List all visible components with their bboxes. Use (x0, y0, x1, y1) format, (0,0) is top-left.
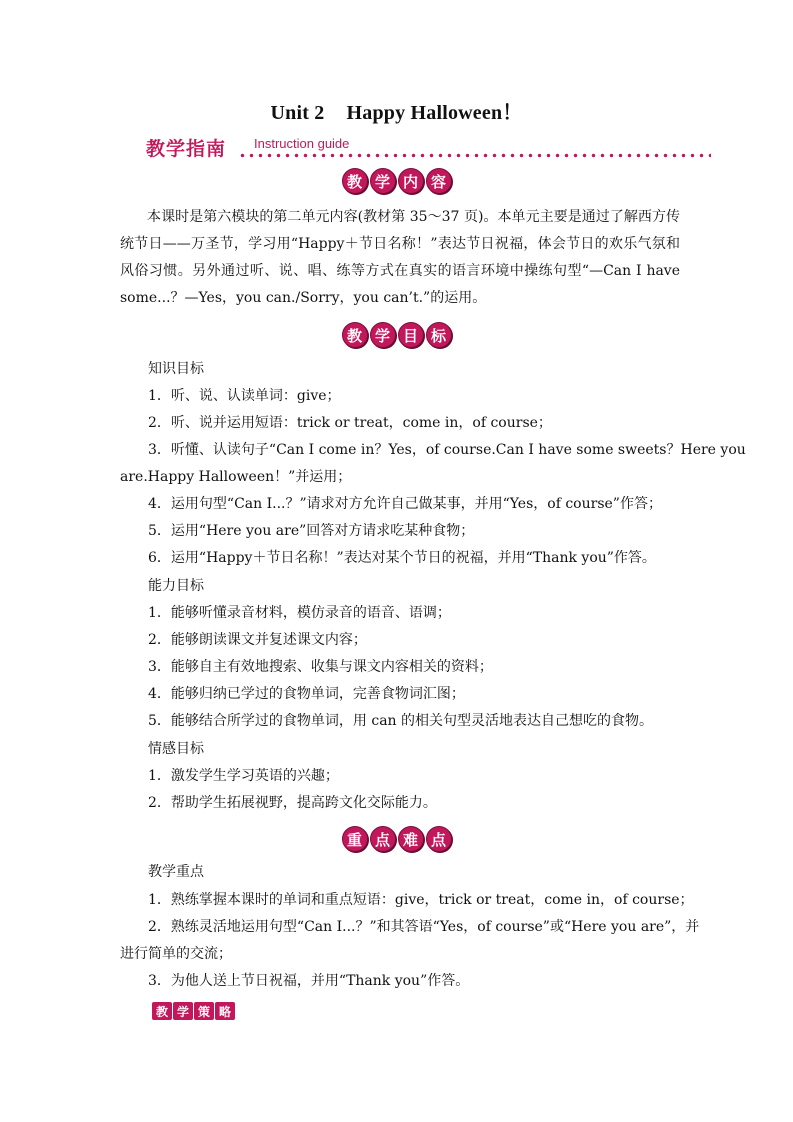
list-item: 3．为他人送上节日祝福，并用“Thank you”作答。 (148, 973, 470, 989)
list-item-continued: are.Happy Halloween！”并运用； (120, 469, 352, 485)
badge-teaching-content (0, 168, 793, 194)
list-item: 2．熟练灵活地运用句型“Can I...？”和其答语“Yes，of course”或“Here you are”，并 (148, 919, 700, 935)
knowledge-heading: 知识目标 (148, 361, 204, 377)
badge-char: 目 (398, 322, 424, 348)
list-item: 3．能够自主有效地搜索、收集与课文内容相关的资料； (148, 659, 493, 675)
unit-label: Unit 2 (270, 102, 325, 124)
badge-char: 学 (370, 168, 396, 194)
list-item: 3．听懂、认读句子“Can I come in？Yes，of course.Can I have some sweets？Here you (148, 442, 746, 458)
unit-name: Happy Halloween！ (346, 102, 523, 124)
guide-title-en: Instruction guide (254, 136, 350, 151)
list-item: 2．听、说并运用短语：trick or treat，come in，of course； (148, 415, 552, 431)
list-item: 5．能够结合所学过的食物单词，用 can 的相关句型灵活地表达自己想吃的食物。 (148, 713, 654, 729)
list-item: 1．熟练掌握本课时的单词和重点短语：give，trick or treat，come in，of course； (148, 892, 694, 908)
keypoints-heading: 教学重点 (148, 864, 204, 880)
list-item: 4．能够归纳已学过的食物单词，完善食物词汇图； (148, 686, 465, 702)
badge-teaching-goals (0, 322, 793, 348)
badge-char: 重 (342, 826, 368, 852)
list-item: 6．运用“Happy＋节日名称！”表达对某个节日的祝福，并用“Thank you”作答。 (148, 550, 656, 566)
badge-char: 教 (152, 1002, 172, 1020)
intro-text: 本课时是第六模块的第二单元内容(教材第 35～37 页)。本单元主要是通过了解西方传统节日——万圣节，学习用“Happy＋节日名称！”表达节日祝福，体会节日的欢乐气氛和风俗习惯。另外通过听、说、唱、练等方式在真实的语言环境中操练句型“—Can I have some...？—Yes，you can./Sorry，you can’t.”的运用。 (120, 209, 680, 306)
page-title (0, 96, 793, 125)
list-item: 5．运用“Here you are”回答对方请求吃某种食物； (148, 523, 475, 539)
badge-char: 点 (426, 826, 452, 852)
instruction-guide-header (146, 134, 711, 168)
badge-char: 难 (398, 826, 424, 852)
list-item: 1．能够听懂录音材料，模仿录音的语音、语调； (148, 605, 451, 621)
badge-char: 学 (370, 322, 396, 348)
badge-char: 教 (342, 168, 368, 194)
badge-char: 容 (426, 168, 452, 194)
list-item: 2．帮助学生拓展视野，提高跨文化交际能力。 (148, 795, 437, 811)
badge-char: 略 (215, 1002, 235, 1020)
list-item: 1．听、说、认读单词：give； (148, 388, 341, 404)
list-item: 1．激发学生学习英语的兴趣； (148, 768, 339, 784)
badge-char: 教 (342, 322, 368, 348)
badge-char: 学 (173, 1002, 193, 1020)
badge-char: 点 (370, 826, 396, 852)
intro-paragraph (120, 204, 680, 312)
badge-key-difficult-points (0, 826, 793, 852)
badge-char: 内 (398, 168, 424, 194)
list-item-continued: 进行简单的交流； (120, 946, 232, 962)
dotted-rule (238, 153, 711, 158)
list-item: 4．运用句型“Can I...？”请求对方允许自己做某事，并用“Yes，of course”作答； (148, 496, 662, 512)
badge-char: 标 (426, 322, 452, 348)
ability-heading: 能力目标 (148, 578, 204, 594)
list-item: 2．能够朗读课文并复述课文内容； (148, 632, 367, 648)
badge-char: 策 (194, 1002, 214, 1020)
guide-title-cn: 教学指南 (146, 138, 227, 160)
badge-teaching-strategy (152, 1002, 235, 1020)
emotion-heading: 情感目标 (148, 741, 204, 757)
